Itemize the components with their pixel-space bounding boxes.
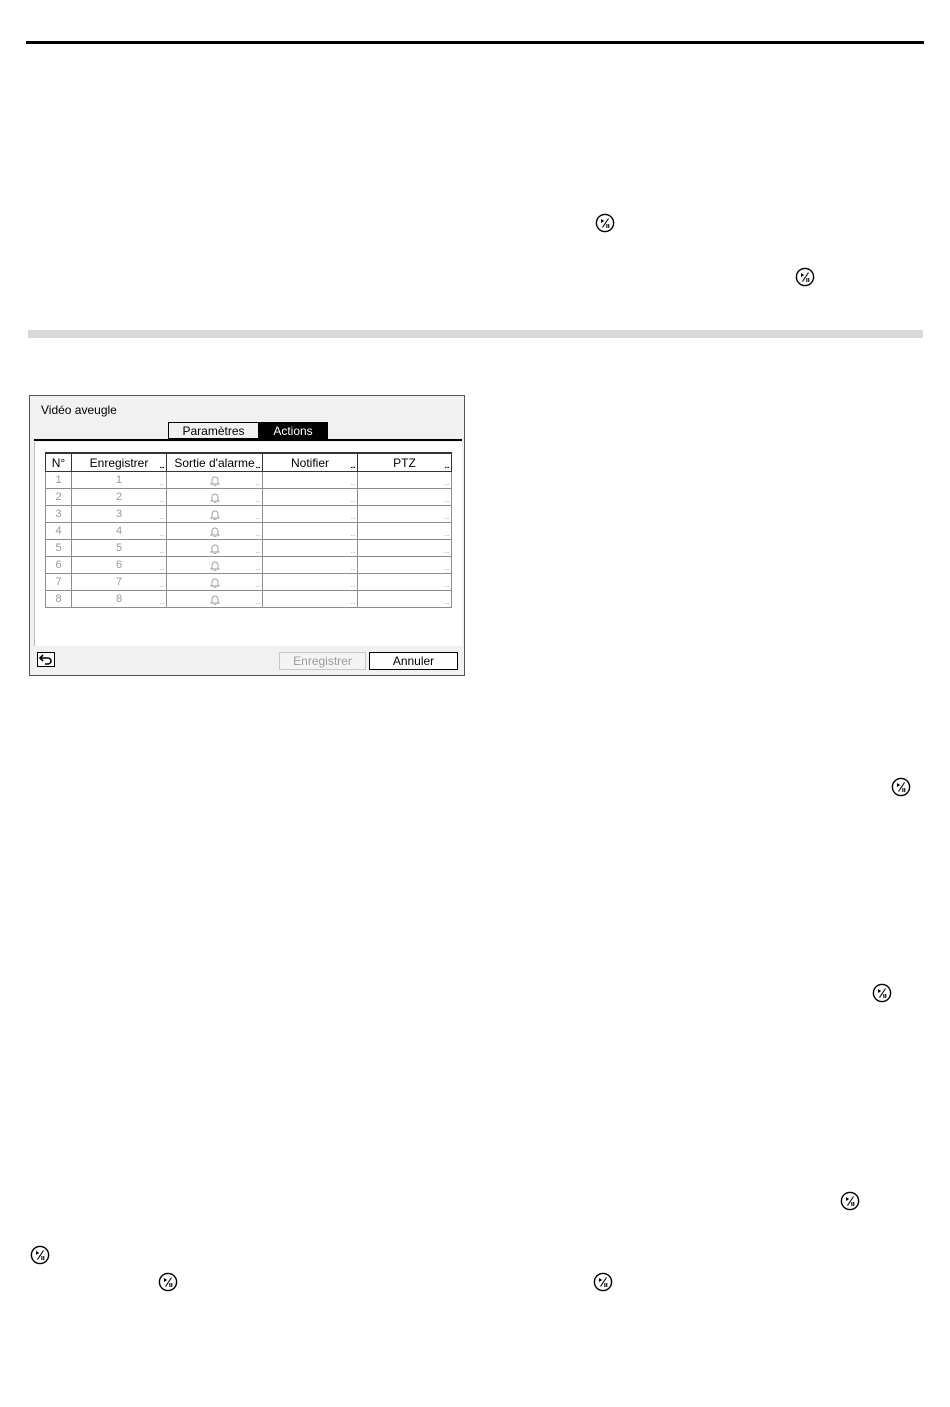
ptz-cell[interactable] bbox=[358, 540, 452, 557]
more-indicator: ... bbox=[350, 497, 355, 504]
more-indicator: ... bbox=[350, 582, 355, 589]
record-cell[interactable] bbox=[72, 540, 167, 557]
column-header-notify[interactable]: Notifier ... bbox=[263, 453, 358, 472]
ptz-cell[interactable] bbox=[358, 557, 452, 574]
more-indicator: ... bbox=[255, 599, 260, 606]
table-row bbox=[46, 523, 452, 540]
more-indicator: ... bbox=[159, 582, 164, 589]
ptz-cell[interactable] bbox=[358, 574, 452, 591]
more-indicator: ... bbox=[444, 531, 449, 538]
bell-icon bbox=[210, 475, 220, 486]
notify-cell[interactable] bbox=[263, 523, 358, 540]
notify-cell[interactable] bbox=[263, 591, 358, 608]
column-header-alarm-out[interactable]: Sortie d'alarme ... bbox=[167, 453, 263, 472]
table-row bbox=[46, 574, 452, 591]
tab-bar bbox=[168, 422, 328, 439]
row-number: 1 bbox=[46, 472, 72, 489]
record-cell[interactable] bbox=[72, 557, 167, 574]
tab-underline bbox=[34, 439, 462, 441]
more-indicator: ... bbox=[159, 497, 164, 504]
alarm-out-cell[interactable] bbox=[167, 506, 263, 523]
row-number: 8 bbox=[46, 591, 72, 608]
record-value: 7 bbox=[115, 576, 123, 588]
dialog-footer bbox=[30, 648, 464, 676]
record-cell[interactable] bbox=[72, 506, 167, 523]
back-button[interactable] bbox=[37, 652, 55, 667]
more-indicator: ... bbox=[350, 514, 355, 521]
more-indicator: ... bbox=[255, 514, 260, 521]
row-number: 3 bbox=[46, 506, 72, 523]
cancel-button[interactable]: Annuler bbox=[369, 652, 458, 670]
more-indicator: ... bbox=[350, 599, 355, 606]
bell-icon bbox=[210, 577, 220, 588]
more-indicator: ... bbox=[159, 565, 164, 572]
notify-cell[interactable] bbox=[263, 574, 358, 591]
more-indicator: ... bbox=[350, 565, 355, 572]
ptz-cell[interactable] bbox=[358, 489, 452, 506]
bell-icon bbox=[210, 543, 220, 554]
play-pause-button-icon bbox=[872, 983, 892, 1003]
record-value: 2 bbox=[115, 491, 123, 503]
more-indicator: ... bbox=[255, 463, 260, 470]
record-cell[interactable] bbox=[72, 489, 167, 506]
column-header-ptz[interactable]: PTZ ... bbox=[358, 453, 452, 472]
play-pause-button-icon bbox=[593, 1272, 613, 1292]
alarm-out-cell[interactable] bbox=[167, 540, 263, 557]
row-number: 7 bbox=[46, 574, 72, 591]
more-indicator: ... bbox=[444, 497, 449, 504]
record-value: 3 bbox=[115, 508, 123, 520]
more-indicator: ... bbox=[255, 480, 260, 487]
bell-icon bbox=[210, 594, 220, 605]
column-header-record[interactable]: Enregistrer ... bbox=[72, 453, 167, 472]
row-number: 4 bbox=[46, 523, 72, 540]
bell-icon bbox=[210, 492, 220, 503]
notify-cell[interactable] bbox=[263, 540, 358, 557]
more-indicator: ... bbox=[444, 599, 449, 606]
alarm-out-cell[interactable] bbox=[167, 489, 263, 506]
row-number: 5 bbox=[46, 540, 72, 557]
alarm-out-cell[interactable] bbox=[167, 523, 263, 540]
top-rule bbox=[26, 41, 924, 44]
more-indicator: ... bbox=[444, 565, 449, 572]
bell-icon bbox=[210, 526, 220, 537]
blind-video-dialog bbox=[29, 395, 465, 676]
table-row bbox=[46, 489, 452, 506]
actions-table bbox=[45, 452, 452, 608]
more-indicator: ... bbox=[444, 582, 449, 589]
table-row bbox=[46, 472, 452, 489]
notify-cell[interactable] bbox=[263, 489, 358, 506]
more-indicator: ... bbox=[159, 531, 164, 538]
play-pause-button-icon bbox=[795, 267, 815, 287]
more-indicator: ... bbox=[255, 565, 260, 572]
save-button[interactable]: Enregistrer bbox=[279, 652, 366, 670]
ptz-cell[interactable] bbox=[358, 472, 452, 489]
actions-panel bbox=[34, 442, 462, 646]
play-pause-button-icon bbox=[30, 1245, 50, 1265]
record-value: 6 bbox=[115, 559, 123, 571]
table-row bbox=[46, 557, 452, 574]
section-divider bbox=[28, 330, 923, 338]
play-pause-button-icon bbox=[595, 213, 615, 233]
record-value: 8 bbox=[115, 593, 123, 605]
back-arrow-icon bbox=[38, 653, 54, 666]
bell-icon bbox=[210, 560, 220, 571]
record-value: 4 bbox=[115, 525, 123, 537]
table-row bbox=[46, 591, 452, 608]
more-indicator: ... bbox=[444, 480, 449, 487]
table-row bbox=[46, 540, 452, 557]
play-pause-button-icon bbox=[158, 1272, 178, 1292]
more-indicator: ... bbox=[350, 480, 355, 487]
ptz-cell[interactable] bbox=[358, 591, 452, 608]
notify-cell[interactable] bbox=[263, 472, 358, 489]
record-value: 5 bbox=[115, 542, 123, 554]
alarm-out-cell[interactable] bbox=[167, 472, 263, 489]
notify-cell[interactable] bbox=[263, 506, 358, 523]
alarm-out-cell[interactable] bbox=[167, 557, 263, 574]
more-indicator: ... bbox=[255, 548, 260, 555]
bell-icon bbox=[210, 509, 220, 520]
play-pause-button-icon bbox=[891, 777, 911, 797]
more-indicator: ... bbox=[255, 582, 260, 589]
more-indicator: ... bbox=[444, 548, 449, 555]
alarm-out-cell[interactable] bbox=[167, 591, 263, 608]
row-number: 6 bbox=[46, 557, 72, 574]
table-row bbox=[46, 506, 452, 523]
row-number: 2 bbox=[46, 489, 72, 506]
record-cell[interactable] bbox=[72, 523, 167, 540]
ptz-cell[interactable] bbox=[358, 523, 452, 540]
record-cell[interactable] bbox=[72, 591, 167, 608]
tab-actions[interactable]: Actions bbox=[258, 422, 328, 439]
more-indicator: ... bbox=[159, 514, 164, 521]
dialog-title: Vidéo aveugle bbox=[41, 403, 117, 417]
record-value: 1 bbox=[115, 474, 123, 486]
column-header-number: N° bbox=[46, 453, 72, 472]
more-indicator: ... bbox=[444, 514, 449, 521]
more-indicator: ... bbox=[350, 548, 355, 555]
play-pause-button-icon bbox=[840, 1191, 860, 1211]
more-indicator: ... bbox=[350, 531, 355, 538]
more-indicator: ... bbox=[159, 548, 164, 555]
more-indicator: ... bbox=[255, 531, 260, 538]
more-indicator: ... bbox=[444, 463, 449, 470]
more-indicator: ... bbox=[159, 599, 164, 606]
more-indicator: ... bbox=[159, 463, 164, 470]
record-cell[interactable] bbox=[72, 472, 167, 489]
notify-cell[interactable] bbox=[263, 557, 358, 574]
more-indicator: ... bbox=[159, 480, 164, 487]
more-indicator: ... bbox=[255, 497, 260, 504]
tab-parametres[interactable]: Paramètres bbox=[168, 422, 259, 439]
table-header-row bbox=[46, 453, 452, 472]
ptz-cell[interactable] bbox=[358, 506, 452, 523]
alarm-out-cell[interactable] bbox=[167, 574, 263, 591]
more-indicator: ... bbox=[350, 463, 355, 470]
record-cell[interactable] bbox=[72, 574, 167, 591]
